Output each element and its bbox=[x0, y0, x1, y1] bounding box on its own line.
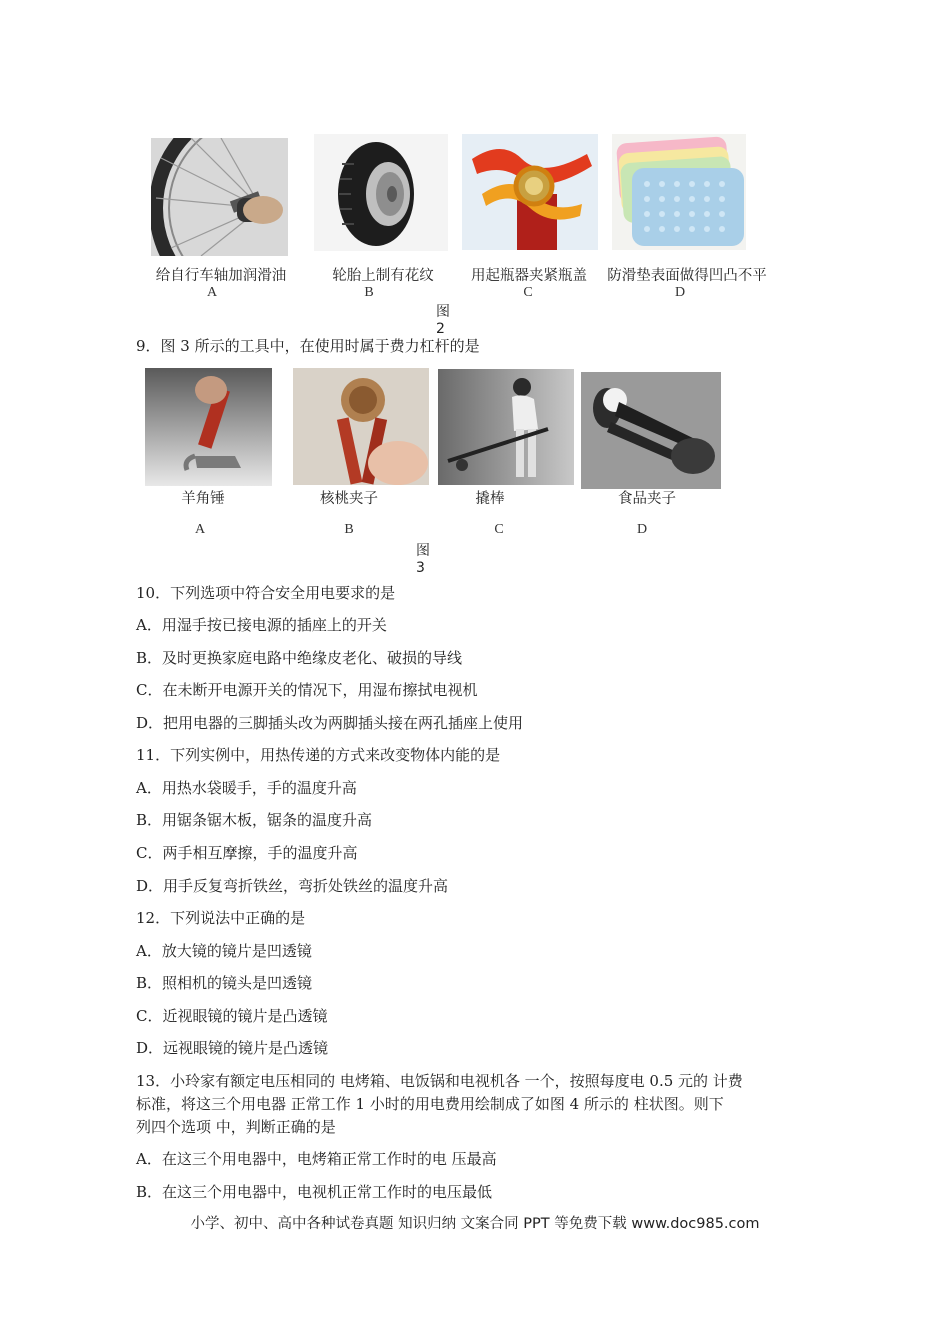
figure3-caption-a: 羊角锤 bbox=[181, 491, 225, 507]
question-11-option-d: D．用手反复弯折铁丝，弯折处铁丝的温度升高 bbox=[136, 877, 449, 895]
question-10-option-d: D．把用电器的三脚插头改为两脚插头接在两孔插座上使用 bbox=[136, 714, 524, 732]
figure3-caption-c: 撬棒 bbox=[475, 491, 505, 507]
question-10-stem: 10．下列选项中符合安全用电要求的是 bbox=[136, 584, 396, 602]
page-footer: 小学、初中、高中各种试卷真题 知识归纳 文案合同 PPT 等免费下载 www.doc985.com bbox=[190, 1216, 760, 1232]
question-12-option-a: A．放大镜的镜片是凹透镜 bbox=[136, 942, 312, 960]
figure3-letter-b: B bbox=[344, 522, 354, 537]
bottle-opener-photo bbox=[462, 134, 598, 250]
figure2-letter-c: C bbox=[523, 285, 533, 300]
figure2-caption-a: 给自行车轴加润滑油 bbox=[155, 268, 287, 284]
food-tongs-photo bbox=[581, 372, 721, 489]
figure2-caption-c: 用起瓶器夹紧瓶盖 bbox=[471, 268, 587, 284]
question-10-option-c: C．在未断开电源开关的情况下，用湿布擦拭电视机 bbox=[136, 681, 478, 699]
figure2-label: 图 2 bbox=[436, 304, 450, 337]
question-13-stem-line-3: 列四个选项 中，判断正确的是 bbox=[136, 1118, 336, 1136]
bicycle-axle-photo bbox=[151, 138, 288, 256]
figure3-letter-d: D bbox=[636, 522, 648, 537]
question-12-option-c: C．近视眼镜的镜片是凸透镜 bbox=[136, 1007, 328, 1025]
question-11-option-b: B．用锯条锯木板，锯条的温度升高 bbox=[136, 811, 373, 829]
figure2-caption-d: 防滑垫表面做得凹凸不平 bbox=[607, 268, 767, 284]
figure3-label: 图 3 bbox=[416, 543, 430, 576]
figure2-caption-b: 轮胎上制有花纹 bbox=[332, 268, 434, 284]
figure3-letter-c: C bbox=[494, 522, 504, 537]
question-12-option-b: B．照相机的镜头是凹透镜 bbox=[136, 974, 313, 992]
question-13-stem-line-1: 13．小玲家有额定电压相同的 电烤箱、电饭锅和电视机各 一个，按照每度电 0.5 元的 计费 bbox=[136, 1072, 743, 1090]
figure2-letter-b: B bbox=[364, 285, 374, 300]
claw-hammer-photo bbox=[145, 368, 272, 486]
question-9-stem: 9．图 3 所示的工具中，在使用时属于费力杠杆的是 bbox=[136, 337, 480, 355]
question-12-stem: 12．下列说法中正确的是 bbox=[136, 909, 306, 927]
question-10-option-a: A．用湿手按已接电源的插座上的开关 bbox=[136, 616, 387, 634]
question-12-option-d: D．远视眼镜的镜片是凸透镜 bbox=[136, 1039, 329, 1057]
question-10-option-b: B．及时更换家庭电路中绝缘皮老化、破损的导线 bbox=[136, 649, 463, 667]
figure2-letter-a: A bbox=[206, 285, 218, 300]
question-11-option-c: C．两手相互摩擦，手的温度升高 bbox=[136, 844, 358, 862]
question-13-option-a: A．在这三个用电器中，电烤箱正常工作时的电 压最高 bbox=[136, 1150, 497, 1168]
question-13-option-b: B．在这三个用电器中，电视机正常工作时的电压最低 bbox=[136, 1183, 493, 1201]
question-11-option-a: A．用热水袋暖手，手的温度升高 bbox=[136, 779, 357, 797]
question-11-stem: 11．下列实例中，用热传递的方式来改变物体内能的是 bbox=[136, 746, 501, 764]
tire-photo bbox=[314, 134, 448, 251]
walnut-cracker-photo bbox=[293, 368, 429, 485]
question-13-stem-line-2: 标准，将这三个用电器 正常工作 1 小时的用电费用绘制成了如图 4 所示的 柱状图。则下 bbox=[136, 1095, 724, 1113]
figure3-letter-a: A bbox=[194, 522, 206, 537]
figure2-letter-d: D bbox=[674, 285, 686, 300]
figure3-caption-b: 核桃夹子 bbox=[320, 491, 378, 507]
crowbar-photo bbox=[438, 369, 574, 485]
anti-slip-mat-photo bbox=[612, 134, 746, 250]
figure3-caption-d: 食品夹子 bbox=[618, 491, 676, 507]
